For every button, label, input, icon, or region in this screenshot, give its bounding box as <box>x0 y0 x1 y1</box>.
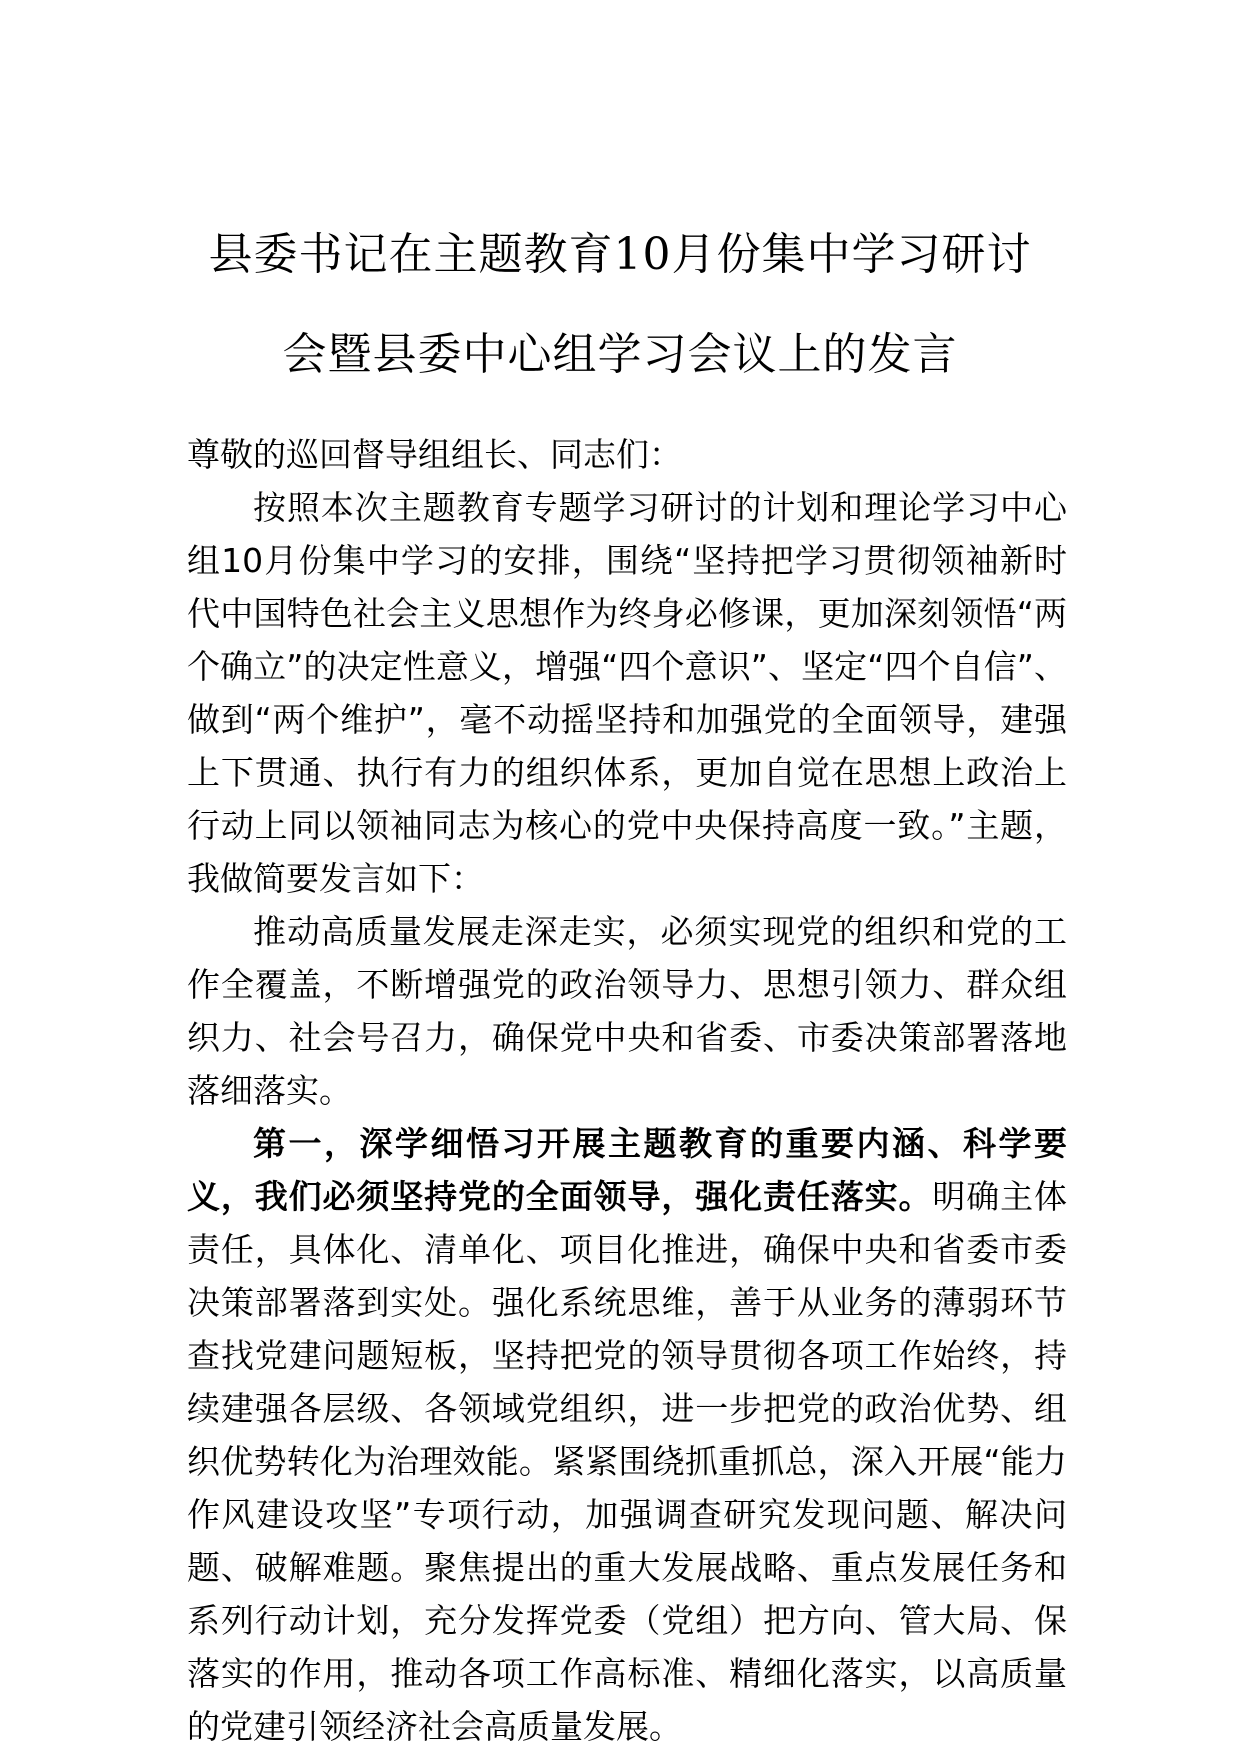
paragraph-1: 按照本次主题教育专题学习研讨的计划和理论学习中心组10月份集中学习的安排，围绕“坚持把学习贯彻领袖新时代中国特色社会主义思想作为终身必修课，更加深刻领悟“两个确立”的决定性意义，增强“四个意识”、坚定“四个自信”、做到“两个维护”，毫不动摇坚持和加强党的全面领导，建强上下贯通、执行有力的组织体系，更加自觉在思想上政治上行动上同以领袖同志为核心的党中央保持高度一致。”主题，我做简要发言如下： <box>187 488 1067 898</box>
document-title <box>150 205 1090 405</box>
title-line-2: 会暨县委中心组学习会议上的发言 <box>282 329 958 380</box>
title-line-1: 县委书记在主题教育10月份集中学习研讨 <box>208 229 1032 280</box>
paragraph-2: 推动高质量发展走深走实，必须实现党的组织和党的工作全覆盖，不断增强党的政治领导力、思想引领力、群众组织力、社会号召力，确保党中央和省委、市委决策部署落地落细落实。 <box>187 912 1067 1110</box>
salutation: 尊敬的巡回督导组组长、同志们： <box>187 435 682 474</box>
paragraph-3-heading: 第一，深学细悟习开展主题教育的重要内涵、科学要义，我们必须坚持党的全面领导，强化责任落实。 <box>187 1124 1067 1216</box>
paragraph-3-text: 明确主体责任，具体化、清单化、项目化推进，确保中央和省委市委决策部署落到实处。强化系统思维，善于从业务的薄弱环节查找党建问题短板，坚持把党的领导贯彻各项工作始终，持续建强各层级、各领域党组织，进一步把党的政治优势、组织优势转化为治理效能。紧紧围绕抓重抓总，深入开展“能力作风建设攻坚”专项行动，加强调查研究发现问题、解决问题、破解难题。聚焦提出的重大发展战略、重点发展任务和系列行动计划，充分发挥党委（党组）把方向、管大局、保落实的作用，推动各项工作高标准、精细化落实，以高质量的党建引领经济社会高质量发展。 <box>187 1177 1068 1746</box>
document-body <box>187 428 1067 1753</box>
paragraph-3 <box>187 1117 1067 1753</box>
